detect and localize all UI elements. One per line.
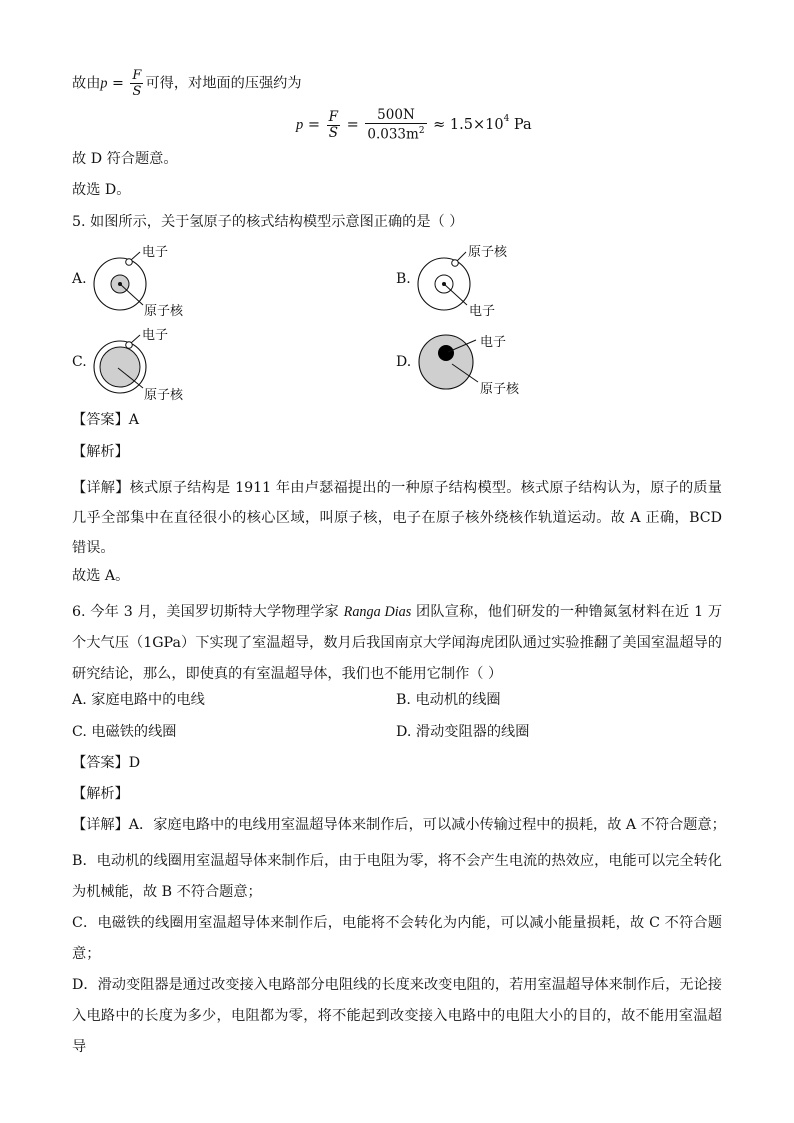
conclusion-line: 故 D 符合题意。	[72, 151, 178, 167]
fraction-value	[365, 108, 426, 143]
approx-value: ≈ 1.5×10	[428, 117, 504, 133]
symbol-p: p	[296, 116, 304, 133]
detail-6-a	[72, 815, 726, 835]
stem-post: 团队宣称，他们研发的一种镥氮氢材料在近 1 万个大气压（1GPa）下实现了室温超导，数月后我国南京大学闻海虎团队通过实验推翻了美国室温超导的研究结论，那么，即使真的有室温超导体，我们也不能用它制作（ ）	[72, 604, 723, 682]
detail-tag: 【详解】	[72, 817, 129, 833]
text-prefix: 故由	[72, 75, 101, 92]
exponent: 4	[503, 114, 510, 124]
question-6-stem	[72, 597, 722, 690]
detail-text: 核式原子结构是 1911 年由卢瑟福提出的一种原子结构模型。核式原子结构认为，原子的质量几乎全部集中在直径很小的核心区域，叫原子核，电子在原子核外绕核作轨道运动。故 A 正确，BCD 错误。	[72, 480, 722, 556]
option-a-letter: A.	[72, 271, 87, 287]
formula-intro-line	[72, 68, 722, 99]
option-c-letter: C.	[72, 354, 87, 370]
choice-line: 故选 D。	[72, 182, 131, 198]
option-6-a: A. 家庭电路中的电线	[72, 692, 205, 708]
numerator-f: F	[328, 108, 338, 125]
answer-6: 【答案】D	[72, 755, 141, 771]
analysis-5: 【解析】	[72, 444, 129, 460]
detail-tag: 【详解】	[72, 480, 130, 496]
area-exponent: 2	[418, 125, 425, 136]
analysis-6: 【解析】	[72, 786, 129, 802]
option-6-c: C. 电磁铁的线圈	[72, 724, 177, 740]
numerator-f: F	[132, 68, 142, 83]
stem-pre: 6. 今年 3 月，美国罗切斯特大学物理学家	[72, 604, 344, 620]
detail-a-text: A．家庭电路中的电线用室温超导体来制作后，可以减小传输过程中的损耗，故 A 不符合题意；	[128, 817, 726, 833]
equals-sign: =	[107, 75, 129, 92]
pressure-equation	[296, 105, 532, 145]
label-electron-a: 电子	[142, 245, 169, 260]
denominator-area	[365, 124, 426, 143]
label-electron-d: 电子	[480, 335, 507, 350]
option-d-letter: D.	[396, 354, 412, 370]
label-electron-b: 电子	[469, 304, 496, 319]
label-nucleus-d: 原子核	[480, 382, 520, 397]
detail-6-b: B．电动机的线圈用室温超导体来制作后，由于电阻为零，将不会产生电流的热效应，电能可以完全转化为机械能，故 B 不符合题意；	[72, 853, 722, 900]
denominator-s: S	[132, 84, 142, 99]
fraction-f-over-s	[130, 68, 143, 99]
label-nucleus-c: 原子核	[144, 388, 184, 403]
symbol-p: p	[100, 75, 108, 92]
detail-6-c: C．电磁铁的线圈用室温超导体来制作后，电能将不会转化为内能，可以减小能量损耗，故 C 不符合题意；	[72, 915, 722, 962]
stem-name: Ranga Dias	[343, 604, 412, 620]
area-value: 0.033m	[367, 126, 419, 143]
label-electron-c: 电子	[142, 328, 169, 343]
equals-sign: =	[303, 117, 325, 133]
label-nucleus-a: 原子核	[144, 304, 184, 319]
fraction-f-over-s	[327, 110, 340, 141]
detail-5	[72, 473, 722, 563]
numerator-force: 500N	[365, 108, 426, 124]
text-suffix: 可得，对地面的压强约为	[145, 75, 302, 92]
unit-pa: Pa	[509, 117, 532, 133]
denominator-s: S	[328, 124, 338, 141]
choice-5: 故选 A。	[72, 568, 130, 584]
option-6-b: B. 电动机的线圈	[396, 692, 501, 708]
answer-5: 【答案】A	[72, 412, 139, 428]
question-5-stem: 5. 如图所示，关于氢原子的核式结构模型示意图正确的是（ ）	[72, 214, 464, 230]
option-b-letter: B.	[396, 271, 411, 287]
option-6-d: D. 滑动变阻器的线圈	[396, 724, 530, 740]
equals-sign: =	[342, 117, 364, 133]
detail-6-d: D．滑动变阻器是通过改变接入电路部分电阻线的长度来改变电阻的，若用室温超导体来制作后，无论接入电路中的长度为多少，电阻都为零，将不能起到改变接入电路中的电阻大小的目的，故不能用室温超导	[72, 977, 722, 1055]
label-nucleus-b: 原子核	[468, 245, 508, 260]
